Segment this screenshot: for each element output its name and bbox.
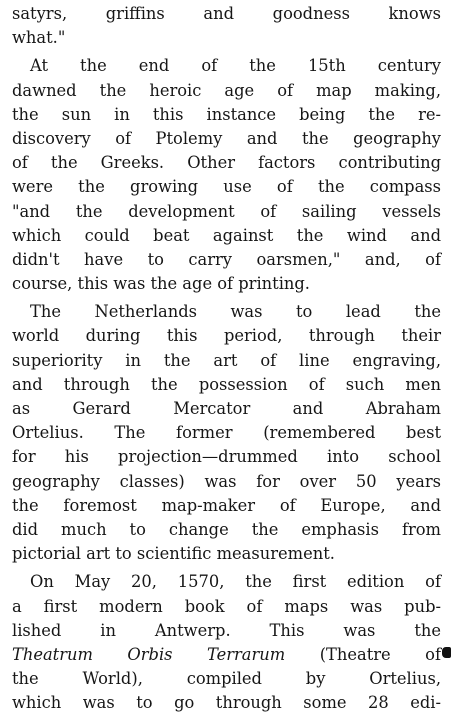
text-line: did much to change the emphasis from — [12, 519, 441, 539]
text-line: satyrs, griffins and goodness knows — [12, 4, 441, 23]
text-line: of the Greeks. Other factors contributing — [12, 153, 441, 173]
paragraph-theatrum-orbis — [12, 570, 441, 715]
text-line: the foremost map-maker of Europe, and — [12, 495, 441, 515]
text-line: At the end of the 15th century — [30, 56, 441, 76]
text-line: the sun in this instance being the re- — [12, 104, 441, 124]
text-line: for his projection—drummed into school — [12, 447, 441, 467]
text-line: On May 20, 1570, the first edition of — [30, 572, 441, 592]
text-line: what." — [12, 28, 66, 48]
paragraph-netherlands — [12, 300, 441, 566]
text-line: pictorial art to scientific measurement. — [12, 544, 335, 564]
text-line: The Netherlands was to lead the — [30, 302, 441, 322]
text-line: lished in Antwerp. This was the — [12, 620, 441, 640]
text-line: superiority in the art of line engraving, — [12, 350, 441, 370]
text-fragment: (Theatre of — [285, 644, 441, 664]
text-line: which could beat against the wind and — [12, 225, 441, 245]
text-line: and through the possession of such men — [12, 374, 441, 394]
text-line: geography classes) was for over 50 years — [12, 471, 441, 491]
text-line: course, this was the age of printing. — [12, 274, 310, 294]
text-line: didn't have to carry oarsmen," and, of — [12, 249, 441, 269]
paragraph-continuation — [12, 2, 441, 50]
text-line: dawned the heroic age of map making, — [12, 80, 441, 100]
text-line: the World), compiled by Ortelius, — [12, 669, 441, 689]
article-text-column — [12, 2, 441, 715]
page-edge-mark — [442, 647, 451, 658]
text-line: discovery of Ptolemy and the geography — [12, 128, 441, 148]
text-line: a first modern book of maps was pub- — [12, 596, 441, 616]
paragraph-map-making-age — [12, 54, 441, 296]
text-line: "and the development of sailing vessels — [12, 201, 441, 221]
text-line: as Gerard Mercator and Abraham — [12, 399, 441, 418]
text-line: world during this period, through their — [12, 326, 441, 346]
book-title: Theatrum Orbis Terrarum — [12, 644, 286, 664]
text-line-with-title — [12, 643, 441, 667]
text-line: were the growing use of the compass — [12, 177, 441, 197]
text-line: which was to go through some 28 edi- — [12, 693, 441, 713]
text-line: Ortelius. The former (remembered best — [12, 423, 441, 443]
